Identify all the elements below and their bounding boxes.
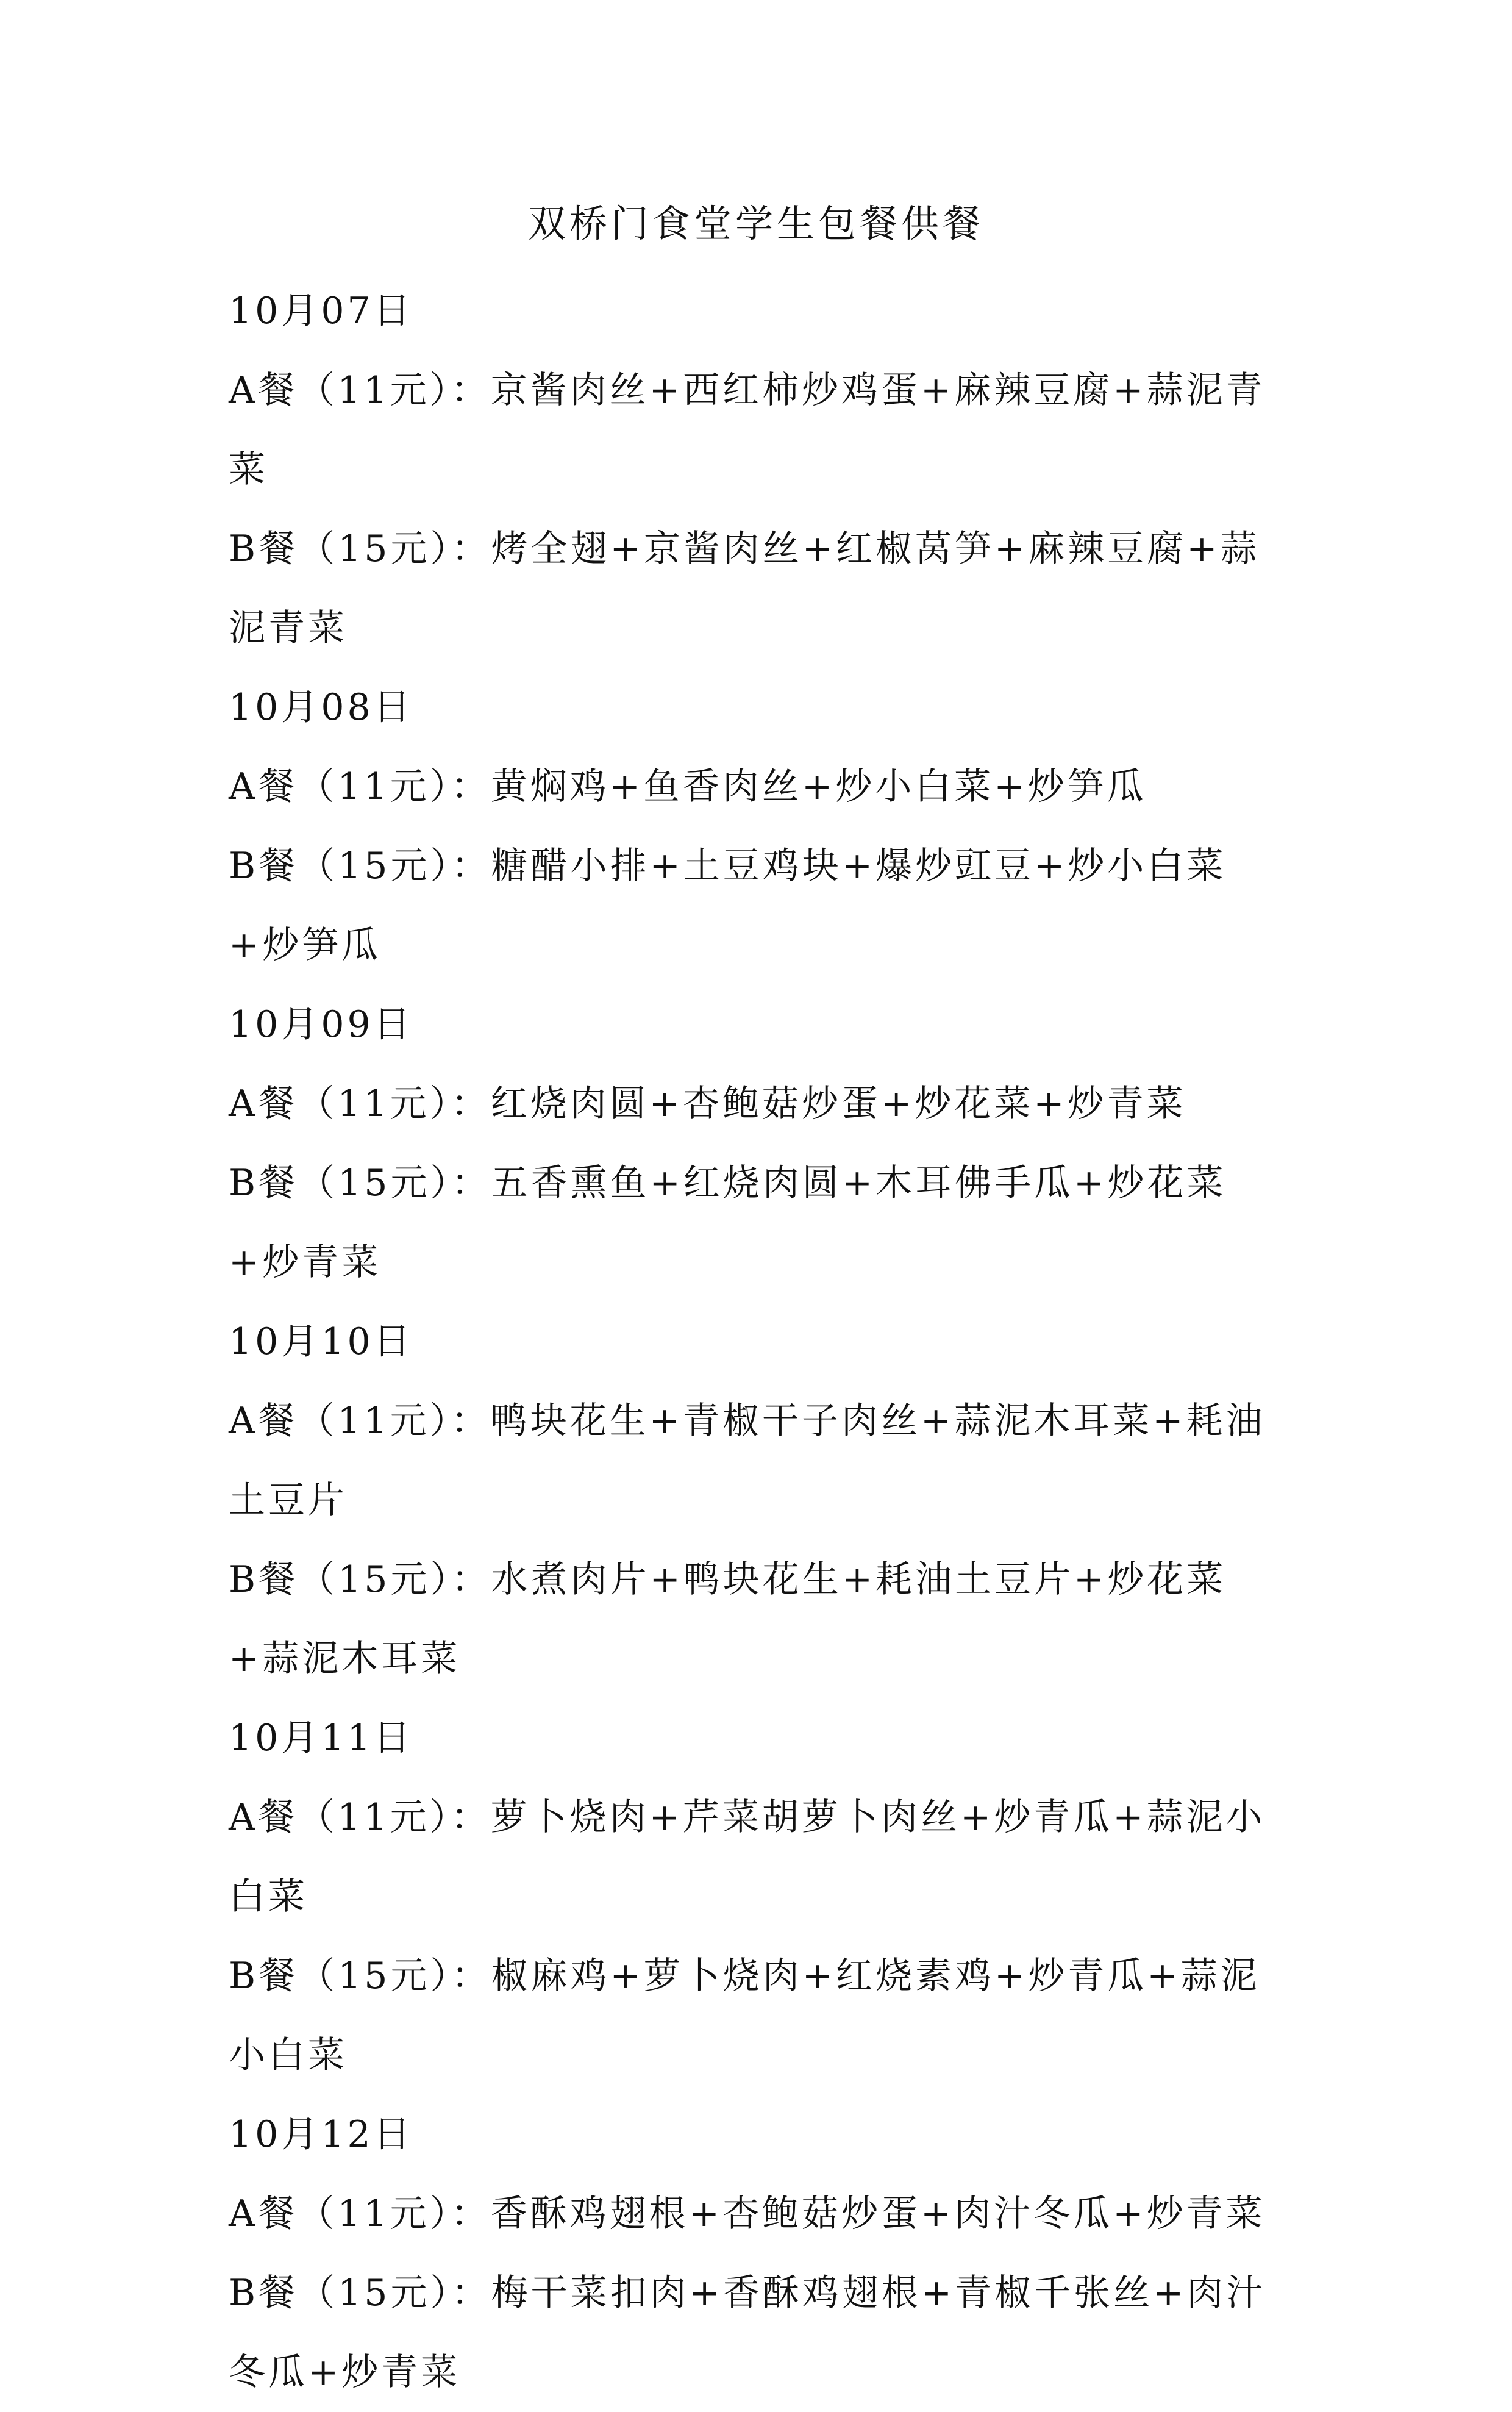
meal-line-a: [229, 747, 1289, 826]
day-date: 10月09日: [229, 1003, 413, 1046]
meal-dishes: 梅干菜扣肉+香酥鸡翅根+青椒千张丝+肉汁冬瓜+炒青菜: [229, 2272, 1266, 2394]
meal-label: A餐（11元）：: [229, 765, 491, 808]
meal-label: B餐（15元）：: [229, 1955, 491, 1997]
day-date: 10月10日: [229, 1320, 413, 1363]
meal-line-a: [229, 1064, 1289, 1143]
meal-line-a: [229, 1381, 1289, 1540]
day-block: [229, 1302, 1289, 1698]
meal-label: B餐（15元）：: [229, 528, 491, 570]
document-title: 双桥门食堂学生包餐供餐: [527, 201, 984, 246]
menu-content: [229, 271, 1289, 2412]
meal-dishes: 京酱肉丝+西红柿炒鸡蛋+麻辣豆腐+蒜泥青菜: [229, 369, 1266, 491]
meal-line-b: [229, 1936, 1289, 2095]
meal-dishes: 红烧肉圆+杏鲍菇炒蛋+炒花菜+炒青菜: [490, 1083, 1186, 1125]
meal-line-b: [229, 509, 1289, 668]
day-block: [229, 2095, 1289, 2412]
meal-dishes: 糖醋小排+土豆鸡块+爆炒豇豆+炒小白菜+炒笋瓜: [229, 845, 1227, 967]
meal-label: B餐（15元）：: [229, 845, 491, 887]
day-date: 10月08日: [229, 686, 413, 729]
meal-label: A餐（11元）：: [229, 1083, 491, 1125]
meal-label: B餐（15元）：: [229, 2272, 491, 2314]
day-date: 10月12日: [229, 2113, 413, 2156]
day-block: [229, 1698, 1289, 2095]
meal-label: B餐（15元）：: [229, 1162, 491, 1204]
meal-dishes: 五香熏鱼+红烧肉圆+木耳佛手瓜+炒花菜+炒青菜: [229, 1162, 1227, 1284]
meal-line-a: [229, 1778, 1289, 1936]
meal-dishes: 香酥鸡翅根+杏鲍菇炒蛋+肉汁冬瓜+炒青菜: [490, 2192, 1266, 2235]
day-date: 10月07日: [229, 290, 413, 332]
meal-dishes: 黄焖鸡+鱼香肉丝+炒小白菜+炒笋瓜: [490, 765, 1147, 808]
meal-line-a: [229, 351, 1289, 509]
meal-label: A餐（11元）：: [229, 1400, 491, 1442]
meal-line-b: [229, 1540, 1289, 1698]
meal-label: A餐（11元）：: [229, 2192, 491, 2235]
meal-label: A餐（11元）：: [229, 1796, 491, 1839]
meal-line-b: [229, 2253, 1289, 2412]
day-block: [229, 271, 1289, 668]
meal-line-a: [229, 2174, 1289, 2253]
day-block: [229, 668, 1289, 985]
meal-dishes: 萝卜烧肉+芹菜胡萝卜肉丝+炒青瓜+蒜泥小白菜: [229, 1796, 1266, 1918]
day-block: [229, 985, 1289, 1302]
meal-dishes: 水煮肉片+鸭块花生+耗油土豆片+炒花菜+蒜泥木耳菜: [229, 1558, 1227, 1680]
meal-label: A餐（11元）：: [229, 369, 491, 412]
meal-line-b: [229, 1143, 1289, 1302]
meal-dishes: 鸭块花生+青椒干子肉丝+蒜泥木耳菜+耗油土豆片: [229, 1400, 1266, 1522]
meal-line-b: [229, 826, 1289, 985]
day-date: 10月11日: [229, 1717, 413, 1759]
meal-dishes: 烤全翅+京酱肉丝+红椒莴笋+麻辣豆腐+蒜泥青菜: [229, 528, 1260, 650]
meal-dishes: 椒麻鸡+萝卜烧肉+红烧素鸡+炒青瓜+蒜泥小白菜: [229, 1955, 1260, 2077]
meal-label: B餐（15元）：: [229, 1558, 491, 1601]
